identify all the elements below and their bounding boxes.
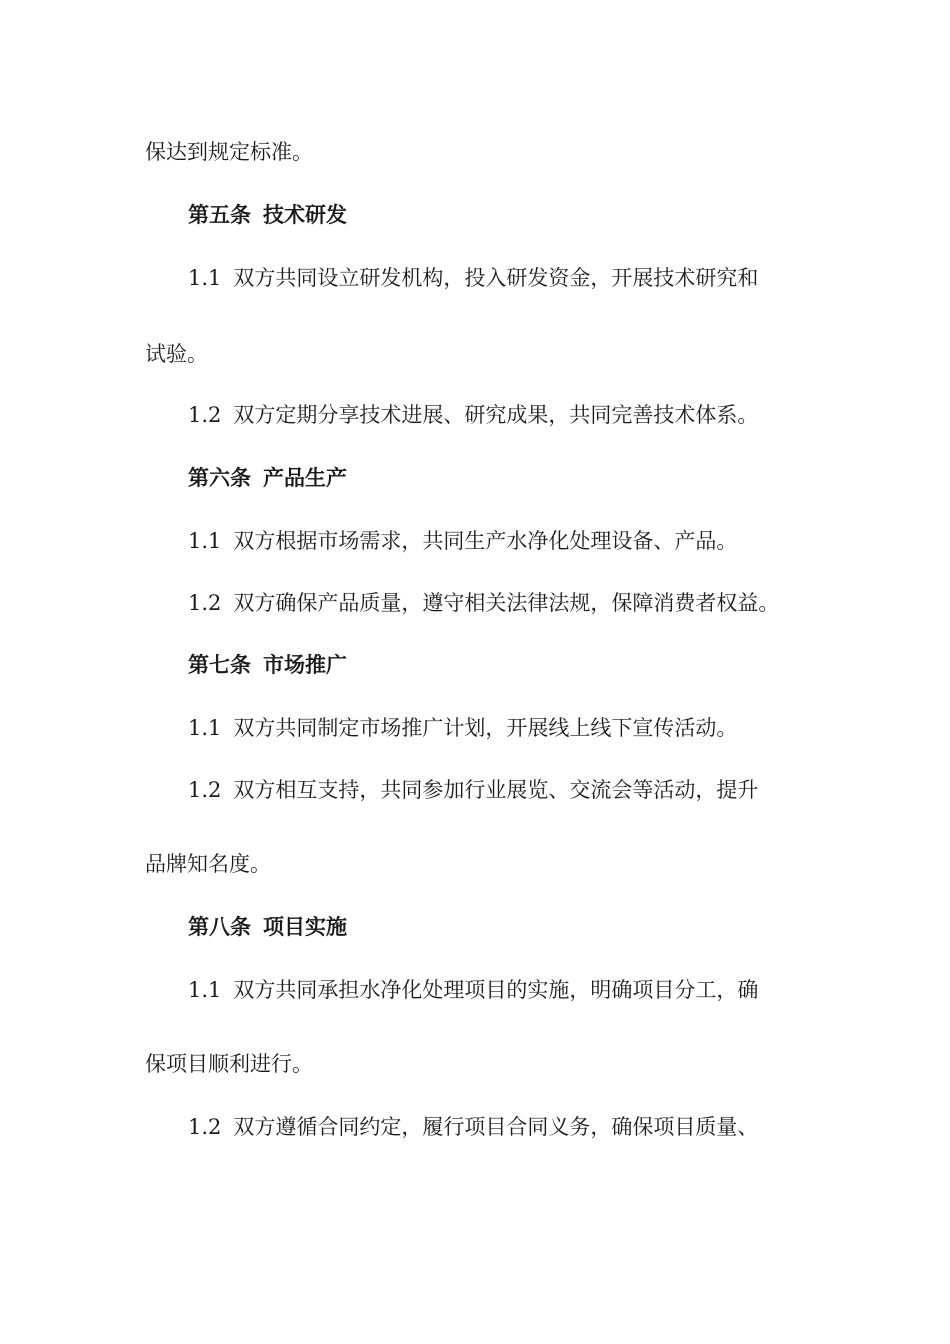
continuation-text xyxy=(145,138,313,166)
clause-text: 试验。 xyxy=(145,342,208,366)
article-7-clause-2-cont xyxy=(145,850,271,878)
article-title: 项目实施 xyxy=(263,914,347,939)
clause-text: 双方定期分享技术进展、研究成果，共同完善技术体系。 xyxy=(233,403,759,427)
article-number: 第八条 xyxy=(188,914,251,939)
article-8-clause-2 xyxy=(188,1113,758,1141)
article-number: 第七条 xyxy=(188,652,251,677)
clause-text: 双方遵循合同约定，履行项目合同义务，确保项目质量、 xyxy=(233,1115,759,1139)
clause-number: 1.1 xyxy=(188,529,222,553)
article-8-clause-1-cont xyxy=(145,1050,313,1078)
article-number: 第六条 xyxy=(188,465,251,490)
clause-text: 双方确保产品质量，遵守相关法律法规，保障消费者权益。 xyxy=(233,591,780,615)
article-title: 技术研发 xyxy=(263,202,347,227)
article-8-clause-1 xyxy=(188,976,758,1004)
article-6-clause-1 xyxy=(188,527,737,555)
clause-number: 1.1 xyxy=(188,716,222,740)
article-6-heading xyxy=(188,464,347,492)
article-5-heading xyxy=(188,201,347,229)
clause-number: 1.1 xyxy=(188,978,222,1002)
article-title: 市场推广 xyxy=(263,652,347,677)
clause-text: 保项目顺利进行。 xyxy=(145,1052,313,1076)
clause-text: 双方根据市场需求，共同生产水净化处理设备、产品。 xyxy=(233,529,738,553)
article-7-heading xyxy=(188,651,347,679)
clause-text: 双方共同设立研发机构，投入研发资金，开展技术研究和 xyxy=(233,266,759,290)
article-6-clause-2 xyxy=(188,589,779,617)
article-number: 第五条 xyxy=(188,202,251,227)
clause-text: 双方共同制定市场推广计划，开展线上线下宣传活动。 xyxy=(233,716,738,740)
paragraph-text: 保达到规定标准。 xyxy=(145,140,313,164)
article-5-clause-1-cont xyxy=(145,340,208,368)
clause-number: 1.2 xyxy=(188,778,222,802)
clause-number: 1.2 xyxy=(188,403,222,427)
clause-text: 双方共同承担水净化处理项目的实施，明确项目分工，确 xyxy=(233,978,759,1002)
article-7-clause-2 xyxy=(188,776,758,804)
article-7-clause-1 xyxy=(188,714,737,742)
article-8-heading xyxy=(188,913,347,941)
clause-number: 1.2 xyxy=(188,1115,222,1139)
article-5-clause-2 xyxy=(188,401,758,429)
article-5-clause-1 xyxy=(188,264,758,292)
clause-number: 1.2 xyxy=(188,591,222,615)
clause-text: 品牌知名度。 xyxy=(145,852,271,876)
clause-text: 双方相互支持，共同参加行业展览、交流会等活动，提升 xyxy=(233,778,759,802)
clause-number: 1.1 xyxy=(188,266,222,290)
article-title: 产品生产 xyxy=(263,465,347,490)
